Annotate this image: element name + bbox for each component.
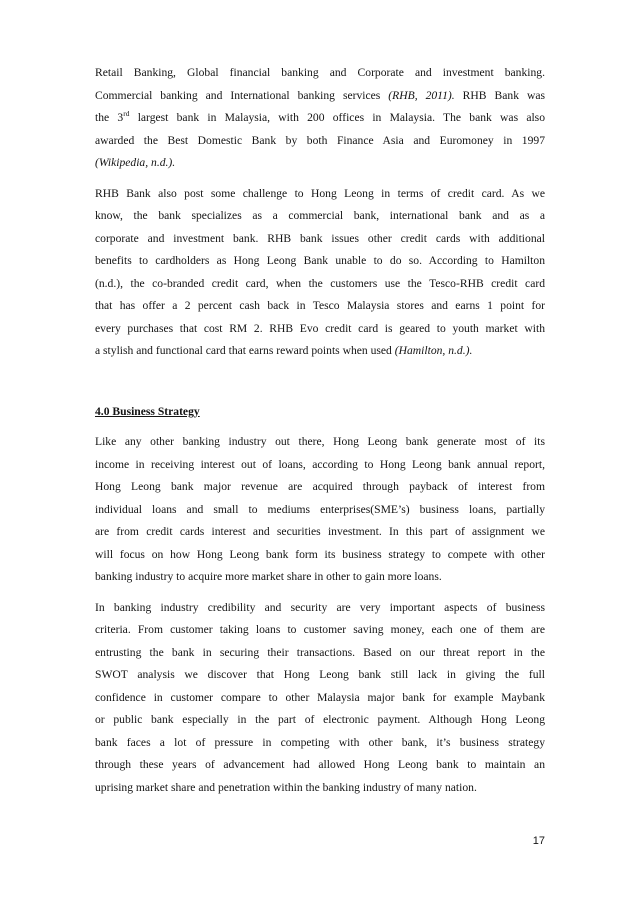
text-line: uprising market share and penetration within the banking industry of many nation. (95, 780, 477, 794)
text-line: or public bank especially in the part of electronic payment. Although Hong Leong (95, 713, 545, 726)
text-line: (n.d.), the co-branded credit card, when the customers use the Tesco-RHB credit card (95, 276, 545, 290)
paragraph-business-strategy (95, 431, 545, 589)
text-line: Like any other banking industry out there, Hong Leong bank generate most of its (95, 435, 545, 448)
text-line: every purchases that cost RM 2. RHB Evo credit card is geared to youth market with (95, 321, 545, 335)
text-line: confidence in customer compare to other Malaysia major bank for example Maybank (95, 690, 545, 704)
text-line: will focus on how Hong Leong bank form its business strategy to compete with other (95, 547, 545, 561)
page-body (95, 62, 545, 799)
page-number: 17 (532, 835, 545, 847)
paragraph-credibility-security (95, 597, 545, 800)
ordinal-superscript: rd (123, 109, 130, 118)
text-line: are from credit cards interest and securities investment. In this part of assignment we (95, 525, 545, 538)
text-line: benefits to cardholders as Hong Leong Bank unable to do so. According to Hamilton (95, 254, 545, 267)
text-line: Hong Leong bank major revenue are acquired through payback of interest from (95, 480, 545, 493)
text-line: criteria. From customer taking loans to customer saving money, each one of them are (95, 623, 545, 636)
text-line: RHB Bank also post some challenge to Hong Leong in terms of credit card. As we (95, 186, 545, 200)
text-line: that has offer a 2 percent cash back in Tesco Malaysia stores and earns 1 point for (95, 299, 545, 312)
text-line (95, 152, 545, 175)
text-line: know, the bank specializes as a commercial bank, international bank and as a (95, 209, 545, 222)
text-line: a stylish and functional card that earns reward points when used (Hamilton, n.d.). (95, 344, 473, 357)
citation: (RHB, 2011). (388, 88, 455, 102)
citation: (Hamilton, n.d.). (394, 344, 473, 357)
text-line: the 3rd largest bank in Malaysia, with 200 offices in Malaysia. The bank was also (95, 109, 545, 124)
paragraph-rhb-background (95, 62, 545, 175)
text-line: entrusting the bank in securing their transactions. Based on our threat report in the (95, 645, 545, 659)
text-line: In banking industry credibility and security are very important aspects of business (95, 600, 545, 614)
text-line: SWOT analysis we discover that Hong Leong bank still lack in giving the full (95, 668, 545, 681)
text-line: Retail Banking, Global financial banking and Corporate and investment banking. (95, 66, 545, 79)
text-line: awarded the Best Domestic Bank by both Finance Asia and Euromoney in 1997 (95, 133, 545, 147)
section-heading: 4.0 Business Strategy (95, 404, 200, 418)
text-line: banking industry to acquire more market share in other to gain more loans. (95, 570, 442, 583)
paragraph-rhb-credit-card (95, 183, 545, 363)
text-line: Commercial banking and International banking services (RHB, 2011). RHB Bank was (95, 88, 546, 102)
text-line: income in receiving interest out of loans, according to Hong Leong bank annual report, (95, 457, 545, 471)
text-line: through these years of advancement had allowed Hong Leong bank to maintain an (95, 758, 545, 771)
text-line: bank faces a lot of pressure in competing with other bank, it’s business strategy (95, 735, 545, 749)
citation: (Wikipedia, n.d.). (95, 156, 176, 169)
text-line: corporate and investment bank. RHB bank issues other credit cards with additional (95, 231, 545, 245)
text-line: individual loans and small to mediums enterprises(SME’s) business loans, partially (95, 502, 545, 516)
